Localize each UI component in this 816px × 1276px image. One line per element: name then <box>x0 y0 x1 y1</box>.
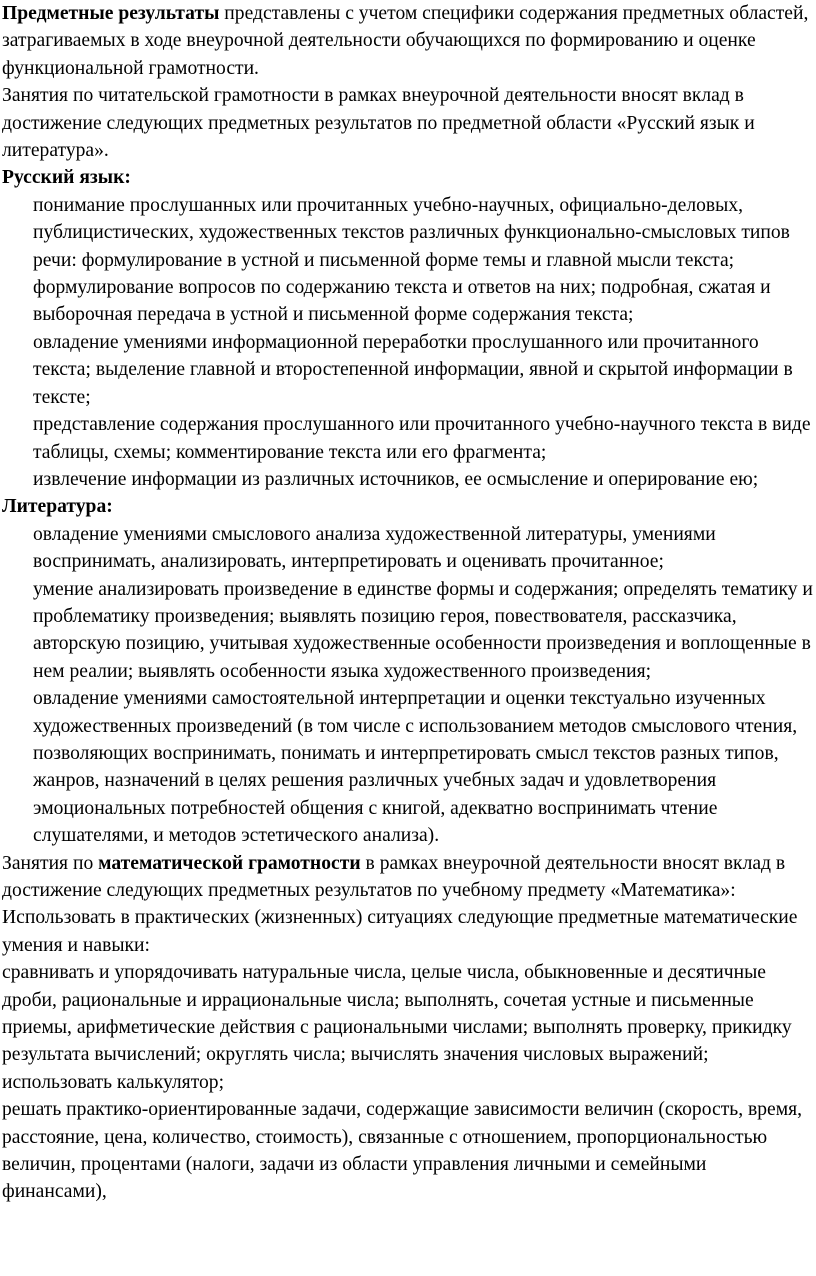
russian-heading: Русский язык: <box>2 167 131 189</box>
intro-text: представлены с учетом специфики содержания предметных областей, затрагиваемых в ходе внеурочной деятельности обучающихся по формированию и оценке функциональной грамотности. <box>2 3 809 79</box>
reading-intro-paragraph: Занятия по читательской грамотности в рамках внеурочной деятельности вносят вклад в достижение следующих предметных результатов по предметной области «Русский язык и литература». <box>2 85 755 162</box>
russian-item: представление содержания прослушанного или прочитанного учебно-научного текста в виде таблицы, схемы; комментирование текста или его фрагмента; <box>33 414 811 463</box>
literature-item: овладение умениями самостоятельной интерпретации и оценки текстуально изученных художественных произведений (в том числе с использованием методов смыслового чтения, позволяющих воспринимать, понимать и интерпретировать смысл текстов разных типов, жанров, назначений в целях решения различных учебных задач и удовлетворения эмоциональных потребностей общения с книгой, адекватно воспринимать чтение слушателями, и методов эстетического анализа). <box>33 688 798 847</box>
russian-item: извлечение информации из различных источников, ее осмысление и оперирование ею; <box>33 468 759 490</box>
literature-heading: Литература: <box>2 496 113 518</box>
math-intro-after: в рамках внеурочной деятельности вносят вклад в достижение следующих предметных результатов по учебному предмету «Математика»: <box>2 852 786 901</box>
intro-bold-lead: Предметные результаты <box>2 3 220 24</box>
literature-item: умение анализировать произведение в единстве формы и содержания; определять тематику и проблематику произведения; выявлять позицию героя, повествователя, рассказчика, авторскую позицию, учитывая художественные особенности произведения и воплощенные в нем реалии; выявлять особенности языка художественного произведения; <box>33 578 813 682</box>
intro-paragraph <box>2 0 816 82</box>
math-intro-paragraph <box>2 850 816 905</box>
math-paragraph: сравнивать и упорядочивать натуральные числа, целые числа, обыкновенные и десятичные дроби, рациональные и иррациональные числа; выполнять, сочетая устные и письменные приемы, арифметические действия с рациональными числами; выполнять проверку, прикидку результата вычислений; округлять числа; вычислять значения числовых выражений; использовать калькулятор; <box>2 962 792 1093</box>
literature-item: овладение умениями смыслового анализа художественной литературы, умениями воспринимать, анализировать, интерпретировать и оценивать прочитанное; <box>33 523 716 573</box>
math-intro-bold: математической грамотности <box>98 852 361 874</box>
math-paragraph: Использовать в практических (жизненных) ситуациях следующие предметные математические умения и навыки: <box>2 907 798 956</box>
russian-item: понимание прослушанных или прочитанных учебно-научных, официально-деловых, публицистических, художественных текстов различных функционально-смысловых типов речи: формулирование в устной и письменной форме темы и главной мысли текста; формулирование вопросов по содержанию текста и ответов на них; подробная, сжатая и выборочная передача в устной и письменной форме содержания текста; <box>33 194 790 326</box>
russian-item: овладение умениями информационной переработки прослушанного или прочитанного текста; выделение главной и второстепенной информации, явной и скрытой информации в тексте; <box>33 331 793 408</box>
math-intro-before: Занятия по <box>2 852 99 874</box>
math-paragraph: решать практико-ориентированные задачи, содержащие зависимости величин (скорость, время, расстояние, цена, количество, стоимость), связанные с отношением, пропорциональностью величин, процентами (налоги, задачи из области управления личными и семейными финансами), <box>2 1099 803 1203</box>
